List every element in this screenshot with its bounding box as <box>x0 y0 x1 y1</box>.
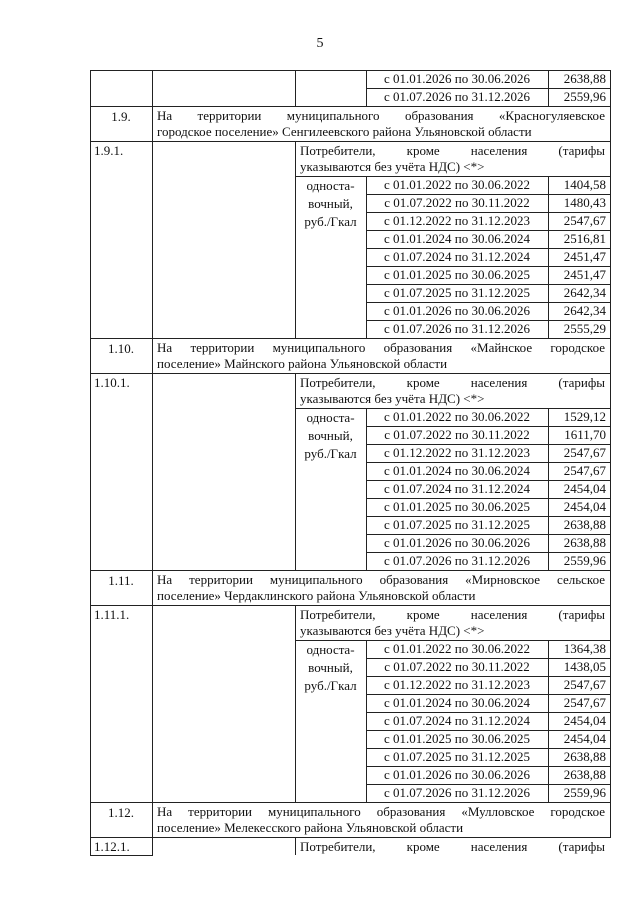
period-cell: с 01.07.2022 по 30.11.2022 <box>384 195 530 210</box>
section-title: городское поселение» Сенгилеевского района Ульяновской области <box>157 124 532 139</box>
section-title: поселение» Майнского района Ульяновской области <box>157 356 448 371</box>
value-cell: 2547,67 <box>563 463 606 478</box>
value-cell: 2638,88 <box>563 749 606 764</box>
period-cell: с 01.01.2026 по 30.06.2026 <box>384 71 530 86</box>
section-title: На территории муниципального образования «Красногуляевское <box>157 108 605 123</box>
table-rule <box>152 106 153 141</box>
value-cell: 2559,96 <box>563 553 606 568</box>
consumers-note: указываются без учёта НДС) <*> <box>300 623 485 638</box>
section-title: На территории муниципального образования «Майнское городское <box>157 340 605 355</box>
value-cell: 2451,47 <box>563 267 606 282</box>
table-rule <box>90 141 611 142</box>
table-rule <box>366 640 367 802</box>
consumers-note: Потребители, кроме населения (тарифы <box>300 375 605 390</box>
period-cell: с 01.07.2022 по 30.11.2022 <box>384 427 530 442</box>
period-cell: с 01.07.2026 по 31.12.2026 <box>384 321 530 336</box>
value-cell: 2547,67 <box>563 695 606 710</box>
table-rule <box>295 141 296 338</box>
table-rule <box>295 605 296 802</box>
period-cell: с 01.01.2024 по 30.06.2024 <box>384 231 530 246</box>
table-rule <box>152 70 153 106</box>
table-rule <box>90 802 611 803</box>
period-cell: с 01.12.2022 по 31.12.2023 <box>384 213 530 228</box>
period-cell: с 01.07.2026 по 31.12.2026 <box>384 785 530 800</box>
period-cell: с 01.07.2026 по 31.12.2026 <box>384 89 530 104</box>
period-cell: с 01.07.2025 по 31.12.2025 <box>384 285 530 300</box>
unit-label: одностa- <box>306 642 355 657</box>
table-rule <box>548 176 549 338</box>
period-cell: с 01.07.2024 по 31.12.2024 <box>384 713 530 728</box>
table-rule <box>548 408 549 570</box>
period-cell: с 01.01.2025 по 30.06.2025 <box>384 731 530 746</box>
value-cell: 2451,47 <box>563 249 606 264</box>
table-rule <box>152 837 153 855</box>
value-cell: 2516,81 <box>563 231 606 246</box>
table-rule <box>548 640 549 802</box>
table-rule <box>152 338 153 373</box>
subsection-number: 1.12.1. <box>94 839 130 854</box>
section-title: На территории муниципального образования «Мулловское городское <box>157 804 605 819</box>
period-cell: с 01.01.2022 по 30.06.2022 <box>384 409 530 424</box>
unit-label: вочный, <box>308 428 353 443</box>
period-cell: с 01.07.2025 по 31.12.2025 <box>384 749 530 764</box>
table-rule <box>366 176 367 338</box>
period-cell: с 01.07.2024 по 31.12.2024 <box>384 481 530 496</box>
value-cell: 2454,04 <box>563 731 606 746</box>
value-cell: 1480,43 <box>563 195 606 210</box>
value-cell: 1364,38 <box>563 641 606 656</box>
table-rule <box>295 373 296 570</box>
value-cell: 2454,04 <box>563 481 606 496</box>
section-number: 1.9. <box>111 109 131 124</box>
section-number: 1.12. <box>108 805 134 820</box>
period-cell: с 01.01.2022 по 30.06.2022 <box>384 177 530 192</box>
period-cell: с 01.01.2026 по 30.06.2026 <box>384 535 530 550</box>
value-cell: 2638,88 <box>563 71 606 86</box>
value-cell: 2454,04 <box>563 713 606 728</box>
subsection-number: 1.11.1. <box>94 607 130 622</box>
table-rule <box>90 373 611 374</box>
table-rule <box>152 605 153 802</box>
period-cell: с 01.01.2024 по 30.06.2024 <box>384 463 530 478</box>
table-rule <box>90 338 611 339</box>
value-cell: 1438,05 <box>563 659 606 674</box>
period-cell: с 01.01.2025 по 30.06.2025 <box>384 499 530 514</box>
period-cell: с 01.01.2025 по 30.06.2025 <box>384 267 530 282</box>
table-rule <box>90 605 611 606</box>
consumers-note: указываются без учёта НДС) <*> <box>300 159 485 174</box>
table-rule <box>90 570 611 571</box>
table-rule <box>90 70 91 856</box>
value-cell: 2638,88 <box>563 517 606 532</box>
value-cell: 2454,04 <box>563 499 606 514</box>
period-cell: с 01.07.2025 по 31.12.2025 <box>384 517 530 532</box>
period-cell: с 01.01.2026 по 30.06.2026 <box>384 303 530 318</box>
consumers-note: Потребители, кроме населения (тарифы <box>300 143 605 158</box>
value-cell: 1611,70 <box>564 427 606 442</box>
unit-label: руб./Гкал <box>304 678 357 693</box>
table-rule <box>295 837 296 855</box>
table-rule <box>90 855 153 856</box>
period-cell: с 01.07.2024 по 31.12.2024 <box>384 249 530 264</box>
value-cell: 2547,67 <box>563 213 606 228</box>
subsection-number: 1.10.1. <box>94 375 130 390</box>
unit-label: вочный, <box>308 660 353 675</box>
value-cell: 2638,88 <box>563 535 606 550</box>
value-cell: 2559,96 <box>563 89 606 104</box>
table-rule <box>152 373 153 570</box>
value-cell: 1404,58 <box>563 177 606 192</box>
value-cell: 2638,88 <box>563 767 606 782</box>
value-cell: 2642,34 <box>563 285 606 300</box>
table-rule <box>548 70 549 106</box>
table-rule <box>152 141 153 338</box>
page-number: 5 <box>316 36 324 51</box>
section-title: На территории муниципального образования «Мирновское сельское <box>157 572 605 587</box>
period-cell: с 01.07.2026 по 31.12.2026 <box>384 553 530 568</box>
value-cell: 2547,67 <box>563 445 606 460</box>
subsection-number: 1.9.1. <box>94 143 124 158</box>
section-title: поселение» Мелекесского района Ульяновской области <box>157 820 464 835</box>
table-rule <box>610 70 611 838</box>
section-number: 1.10. <box>108 341 134 356</box>
table-rule <box>90 106 611 107</box>
unit-label: руб./Гкал <box>304 446 357 461</box>
period-cell: с 01.07.2022 по 30.11.2022 <box>384 659 530 674</box>
table-rule <box>152 802 153 837</box>
value-cell: 2559,96 <box>563 785 606 800</box>
period-cell: с 01.01.2024 по 30.06.2024 <box>384 695 530 710</box>
consumers-note: указываются без учёта НДС) <*> <box>300 391 485 406</box>
value-cell: 2555,29 <box>563 321 606 336</box>
table-rule <box>90 837 611 838</box>
period-cell: с 01.12.2022 по 31.12.2023 <box>384 445 530 460</box>
unit-label: одностa- <box>306 410 355 425</box>
table-rule <box>295 70 296 106</box>
period-cell: с 01.01.2026 по 30.06.2026 <box>384 767 530 782</box>
section-title: поселение» Чердаклинского района Ульяновской области <box>157 588 476 603</box>
unit-label: вочный, <box>308 196 353 211</box>
table-rule <box>152 570 153 605</box>
value-cell: 1529,12 <box>563 409 606 424</box>
unit-label: одностa- <box>306 178 355 193</box>
value-cell: 2547,67 <box>563 677 606 692</box>
value-cell: 2642,34 <box>563 303 606 318</box>
consumers-note: Потребители, кроме населения (тарифы <box>300 839 605 854</box>
consumers-note: Потребители, кроме населения (тарифы <box>300 607 605 622</box>
table-rule <box>366 408 367 570</box>
period-cell: с 01.12.2022 по 31.12.2023 <box>384 677 530 692</box>
section-number: 1.11. <box>108 573 134 588</box>
table-rule <box>366 70 367 106</box>
period-cell: с 01.01.2022 по 30.06.2022 <box>384 641 530 656</box>
unit-label: руб./Гкал <box>304 214 357 229</box>
